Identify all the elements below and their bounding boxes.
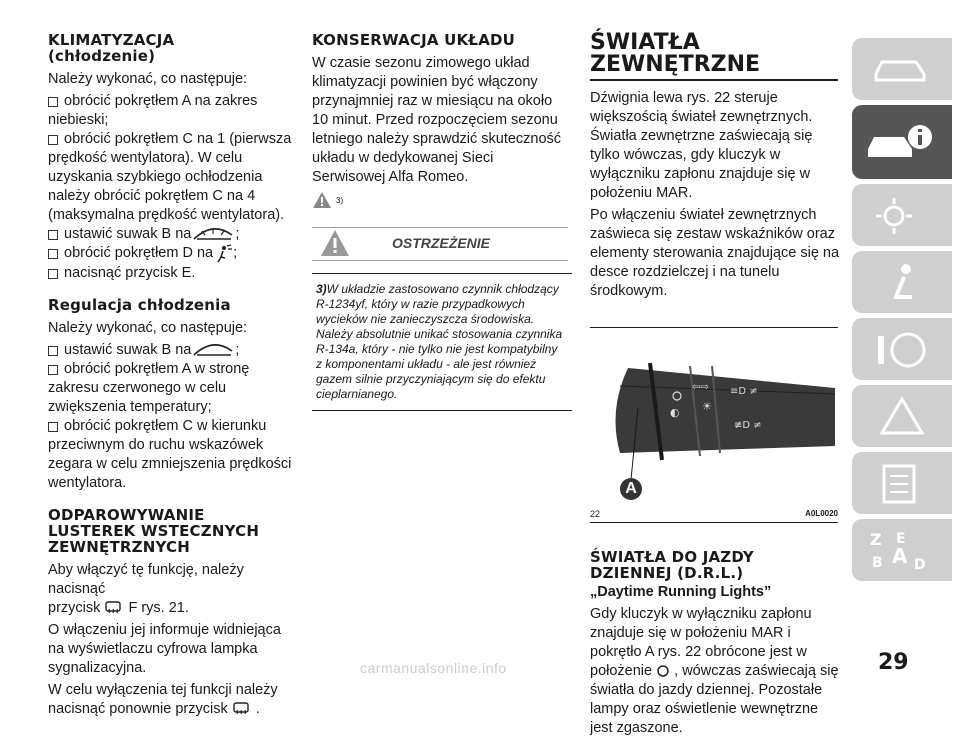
tab-driving[interactable] [852,318,952,380]
bullet-box-icon [48,230,58,240]
figure-callout-a: A [620,478,642,500]
tab-lights[interactable] [852,184,952,246]
svg-text:Z: Z [870,530,882,549]
svg-text:⇦⇨: ⇦⇨ [692,382,709,393]
svg-text:≡D ≠: ≡D ≠ [730,386,758,397]
list-item-continuation: prędkość wentylatora). W celu uzyskania szybkiego ochłodzenia należy obrócić pokrętłem C na 4 (maksymalna prędkość wentylatora). [48,150,285,223]
intro-text: Należy wykonać, co następuje: [48,71,248,87]
windshield-vent-icon [191,225,235,243]
tab-index[interactable] [852,519,952,581]
warning-ref: 3) [312,191,570,209]
list-item: nacisnąć przycisk E. [48,264,298,283]
mirror-defrost-icon [104,600,124,616]
figure-22 [590,327,838,508]
swiatla-text-2: Po włączeniu świateł zewnętrznych zaświeca się zestaw wskaźników oraz elementy sterowania znajdujące się na desce rozdzielczej i na tunelu środkowym. [590,207,840,299]
warning-box: 3)W układzie zastosowano czynnik chłodzący R-1234yf, który w razie przypadkowych wycieków nie zanieczyszcza środowiska. Należy absolutnie unikać stosowania czynnika R-134a, który - nie tylko nie jest kompatybilny z komponentami układu - ale jest również gazem silnie przyczyniającym się do efektu cieplarnianego. [312,273,572,411]
bullet-box-icon [48,249,58,259]
list-item: obrócić pokrętłem A w stronę [48,360,298,379]
tab-maintenance[interactable] [852,452,952,514]
list-item: obrócić pokrętłem C na 1 (pierwsza [48,130,298,149]
mirror-defrost-icon [232,701,252,717]
svg-text:E: E [896,531,906,547]
heading-klimatyzacja: KLIMATYZACJA (chłodzenie) [48,31,175,65]
warning-light-icon [874,395,930,439]
heading-konserwacja: KONSERWACJA UKŁADU [312,31,516,49]
list-item-continuation: niebieski; [48,112,109,128]
car-info-icon [864,121,934,163]
bullet-box-icon [48,97,58,107]
odpa-text-1: Aby włączyć tę funkcję, należy nacisnąć przycisk F rys. 21. [48,562,244,616]
svg-text:B: B [872,555,883,571]
konserwacja-text: W czasie sezonu zimowego układ klimatyzacji powinien być włączony przynajmniej raz w miesiącu na około 10 minut. Przed rozpoczęciem sezonu letniego należy sprawdzić skuteczność układu w dedykowanej Sieci Serwisowej Alfa Romeo. [312,55,562,185]
warning-title: OSTRZEŻENIE [391,235,490,251]
svg-text:◐: ◐ [670,406,680,419]
checklist-icon [878,462,928,506]
tab-car-info[interactable] [852,105,952,179]
heading-regulacja: Regulacja chłodzenia [48,296,231,314]
list-item: obrócić pokrętłem D na ; [48,244,298,264]
warning-header [312,223,570,263]
list-item: ustawić suwak B na ; [48,225,298,244]
car-icon [870,50,930,86]
list-item: obrócić pokrętłem A na zakres [48,92,298,111]
list-item-continuation: przeciwnym do ruchu wskazówek zegara w celu zmniejszenia prędkości wentylatora. [48,437,292,491]
list-item: obrócić pokrętłem C w kierunku [48,417,298,436]
svg-text:≢D ≠: ≢D ≠ [734,420,762,431]
watermark: carmanualsonline.info [360,660,507,676]
list-item: ustawić suwak B na ; [48,341,298,360]
heading-odparowywanie: ODPAROWYWANIE LUSTEREK WSTECZNYCH ZEWNĘTRZNYCH [48,506,260,556]
bullet-box-icon [48,365,58,375]
list-item-continuation: zakresu czerwonego w celu zwiększenia temperatury; [48,380,227,415]
heading-drl: ŚWIATŁA DO JAZDY DZIENNEJ (D.R.L.) [590,548,754,582]
svg-text:D: D [914,557,926,573]
windshield-vent-icon [191,341,235,359]
tab-safety[interactable] [852,251,952,313]
airbag-seat-icon [876,261,926,305]
page-number: 29 [878,650,909,675]
swiatla-text-1: Dźwignia lewa rys. 22 steruje większością świateł zewnętrznych. Światła zewnętrzne zaświecają się tylko wówczas, gdy kluczyk w wyłączniku zapłonu znajduje się w położeniu MAR. [590,90,813,201]
figure-caption: 22 A0L0020 [590,508,838,523]
air-distribution-icon [213,244,233,264]
heading-swiatla-zewnetrzne: ŚWIATŁA ZEWNĘTRZNE [590,32,838,81]
svg-text:A: A [892,544,908,568]
drl-subtitle: „Daytime Running Lights” [590,584,772,600]
column-3 [590,32,840,738]
column-2 [312,32,570,411]
column-1 [48,32,298,719]
drl-text: Gdy kluczyk w wyłączniku zapłonu znajduje się w położeniu MAR i pokrętło A rys. 22 obrócone jest w położenie , wówczas zaświecają się światła do jazdy dziennej. Pozostałe lampy oraz oświetlenie wewnętrzne jest zgaszone. [590,606,839,736]
bullet-box-icon [48,422,58,432]
circle-icon [656,664,670,678]
chapter-sidebar [852,38,952,586]
alphabet-index-icon [866,527,936,575]
tab-car-overview[interactable] [852,38,952,100]
bullet-box-icon [48,269,58,279]
odpa-text-3: W celu wyłączenia tej funkcji należy nacisnąć ponownie przycisk . [48,682,278,717]
odpa-text-2: O włączeniu jej informuje widniejąca na wyświetlaczu cyfrowa lampka sygnalizacyjna. [48,622,281,676]
tab-emergency[interactable] [852,385,952,447]
steering-wheel-icon [874,328,930,372]
svg-text:☀: ☀ [702,400,712,413]
reg-intro-text: Należy wykonać, co następuje: [48,320,248,336]
sun-lights-icon [874,196,924,236]
warning-triangle-icon [312,191,332,209]
bullet-box-icon [48,135,58,145]
bullet-box-icon [48,346,58,356]
